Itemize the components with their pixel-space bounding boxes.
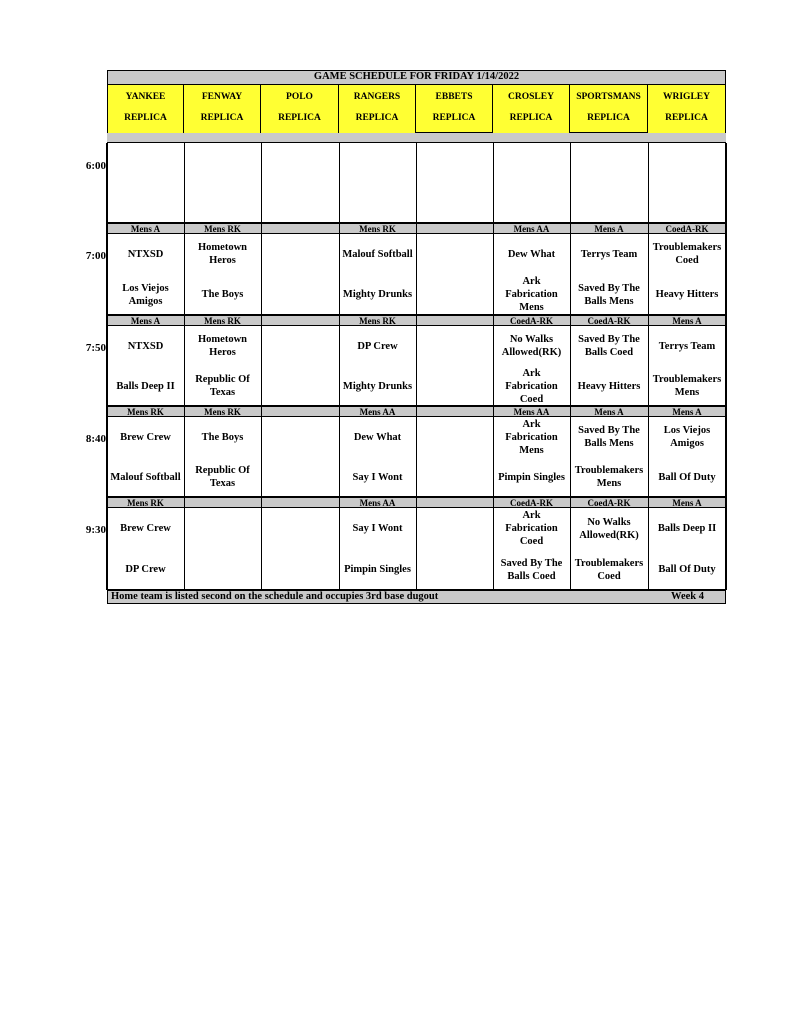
division-label — [416, 315, 493, 326]
column-line — [184, 143, 185, 590]
time-slot-label: 6:00 — [85, 160, 106, 172]
team-home: Heavy Hitters — [577, 380, 641, 392]
field-header-yankee — [107, 85, 184, 133]
division-label: CoedA-RK — [493, 497, 570, 508]
division-label: Mens A — [570, 223, 648, 234]
team-home: Republic Of Texas — [195, 374, 250, 398]
team-away: Hometown Heros — [198, 334, 247, 358]
team-away — [261, 326, 339, 366]
team-away: Balls Deep II — [657, 523, 717, 534]
column-line — [648, 143, 649, 590]
division-label: Mens RK — [107, 497, 184, 508]
time-slot-label: 7:50 — [85, 342, 106, 354]
field-header-crosley — [493, 85, 570, 133]
team-home: Saved By The Balls Mens — [578, 282, 640, 307]
division-label: Mens RK — [184, 315, 261, 326]
team-home — [416, 366, 493, 406]
team-home: Heavy Hitters — [655, 289, 719, 300]
team-away: NTXSD — [127, 340, 164, 352]
division-label — [261, 406, 339, 417]
division-label — [261, 315, 339, 326]
team-home — [416, 274, 493, 315]
team-home — [261, 366, 339, 406]
team-home — [261, 457, 339, 497]
schedule-title: GAME SCHEDULE FOR FRIDAY 1/14/2022 — [107, 70, 726, 85]
team-away: Dew What — [353, 431, 402, 443]
team-away — [107, 143, 184, 183]
column-line — [106, 143, 108, 590]
field-name: EBBETS — [435, 92, 473, 102]
team-home — [416, 457, 493, 497]
division-label: CoedA-RK — [570, 315, 648, 326]
time-slot-label: 8:40 — [85, 433, 106, 445]
division-label: Mens A — [648, 315, 726, 326]
team-away — [416, 326, 493, 366]
team-away — [416, 234, 493, 274]
team-home: Los Viejos Amigos — [122, 282, 169, 307]
column-line — [339, 143, 340, 590]
division-label: CoedA-RK — [493, 315, 570, 326]
team-home — [648, 183, 726, 223]
header-divider — [107, 142, 726, 143]
field-name: RANGERS — [353, 92, 401, 102]
team-away — [261, 417, 339, 457]
team-away — [184, 508, 261, 549]
team-home — [184, 183, 261, 223]
team-home: Balls Deep II — [116, 380, 175, 392]
time-slot-label: 9:30 — [85, 524, 106, 536]
team-away: Saved By The Balls Coed — [578, 334, 640, 358]
team-home: Ark Fabrication Mens — [505, 276, 558, 313]
team-away — [339, 143, 416, 183]
division-label: Mens AA — [493, 223, 570, 234]
team-home — [493, 183, 570, 223]
field-header-sportsmans — [570, 85, 648, 133]
column-line — [493, 143, 494, 590]
field-header-polo — [261, 85, 339, 133]
field-name: WRIGLEY — [663, 92, 710, 102]
division-label: Mens A — [648, 406, 726, 417]
team-home: Mighty Drunks — [342, 380, 413, 392]
team-away — [493, 143, 570, 183]
division-label: Mens RK — [339, 223, 416, 234]
team-away: Ark Fabrication Coed — [505, 510, 558, 547]
division-label: Mens RK — [107, 406, 184, 417]
team-away: DP Crew — [357, 340, 398, 352]
field-subtitle: REPLICA — [509, 113, 553, 123]
team-away — [570, 143, 648, 183]
division-label: Mens RK — [339, 315, 416, 326]
division-label — [184, 497, 261, 508]
field-subtitle: REPLICA — [432, 113, 476, 123]
field-name: SPORTSMANS — [576, 92, 641, 102]
team-away — [648, 143, 726, 183]
team-away — [261, 234, 339, 274]
team-home: The Boys — [201, 289, 244, 300]
team-away: Saved By The Balls Mens — [578, 425, 640, 449]
team-home: Troublemakers Mens — [574, 465, 644, 489]
team-home: Ball Of Duty — [658, 471, 716, 483]
field-subtitle: REPLICA — [665, 113, 708, 123]
team-home: Mighty Drunks — [342, 289, 413, 300]
team-home: Ball Of Duty — [658, 564, 716, 575]
team-home: Malouf Softball — [110, 471, 181, 483]
division-label: Mens A — [107, 315, 184, 326]
field-header-wrigley — [648, 85, 726, 133]
team-away: No Walks Allowed(RK) — [501, 334, 562, 358]
team-away: Say I Wont — [352, 523, 403, 534]
team-home — [261, 274, 339, 315]
team-away: Malouf Softball — [342, 248, 413, 260]
column-line — [570, 143, 571, 590]
week-label: Week 4 — [671, 591, 704, 602]
field-subtitle: REPLICA — [278, 113, 321, 123]
division-label — [416, 406, 493, 417]
team-away: Brew Crew — [120, 431, 171, 443]
team-away: Hometown Heros — [198, 242, 247, 266]
team-away: Terrys Team — [658, 340, 716, 352]
column-line — [261, 143, 262, 590]
division-label: CoedA-RK — [648, 223, 726, 234]
division-label — [416, 497, 493, 508]
team-away — [416, 417, 493, 457]
field-subtitle: REPLICA — [587, 113, 630, 123]
time-slot-label: 7:00 — [85, 250, 106, 262]
division-label: CoedA-RK — [570, 497, 648, 508]
team-away: Los Viejos Amigos — [663, 425, 711, 449]
team-home: Troublemakers Coed — [574, 557, 644, 582]
team-away: The Boys — [201, 431, 244, 443]
team-home — [261, 549, 339, 590]
field-subtitle: REPLICA — [124, 113, 167, 123]
team-away — [416, 508, 493, 549]
field-name: YANKEE — [125, 92, 166, 102]
team-home: Republic Of Texas — [195, 465, 250, 489]
team-home — [184, 549, 261, 590]
division-label: Mens A — [107, 223, 184, 234]
field-subtitle: REPLICA — [200, 113, 244, 123]
division-label: Mens A — [648, 497, 726, 508]
team-away: Troublemakers Coed — [652, 242, 722, 266]
team-away — [261, 508, 339, 549]
team-away — [416, 143, 493, 183]
field-subtitle: REPLICA — [355, 113, 399, 123]
division-label: Mens RK — [184, 406, 261, 417]
division-label: Mens RK — [184, 223, 261, 234]
field-name: FENWAY — [201, 92, 243, 102]
team-home: Saved By The Balls Coed — [500, 557, 563, 582]
team-home — [416, 183, 493, 223]
division-label: Mens AA — [339, 406, 416, 417]
team-home — [339, 183, 416, 223]
team-home — [570, 183, 648, 223]
team-home: Troublemakers Mens — [652, 374, 722, 398]
division-label: Mens A — [570, 406, 648, 417]
team-away: Dew What — [507, 248, 556, 260]
team-home — [416, 549, 493, 590]
team-away: Terrys Team — [580, 248, 638, 260]
team-home: Ark Fabrication Coed — [505, 367, 558, 405]
team-home: Pimpin Singles — [344, 564, 411, 575]
footer-bar — [107, 590, 726, 604]
team-home: DP Crew — [125, 564, 166, 575]
team-away: Ark Fabrication Mens — [505, 418, 558, 456]
division-label: Mens AA — [339, 497, 416, 508]
team-away — [184, 143, 261, 183]
team-home — [107, 183, 184, 223]
column-line — [416, 143, 417, 590]
home-team-note: Home team is listed second on the schedule and occupies 3rd base dugout — [111, 591, 439, 602]
team-home — [261, 183, 339, 223]
division-label — [261, 223, 339, 234]
column-line — [725, 143, 727, 590]
team-home: Say I Wont — [352, 471, 403, 483]
field-header-fenway — [184, 85, 261, 133]
division-label: Mens AA — [493, 406, 570, 417]
division-label — [261, 497, 339, 508]
division-label — [416, 223, 493, 234]
team-away — [261, 143, 339, 183]
team-away: Brew Crew — [120, 523, 171, 534]
team-away: No Walks Allowed(RK) — [579, 516, 639, 541]
field-name: POLO — [286, 92, 313, 102]
field-name: CROSLEY — [508, 92, 554, 102]
field-header-rangers — [339, 85, 416, 133]
field-header-ebbets — [416, 85, 493, 133]
team-away: NTXSD — [127, 248, 164, 260]
team-home: Pimpin Singles — [498, 471, 565, 483]
